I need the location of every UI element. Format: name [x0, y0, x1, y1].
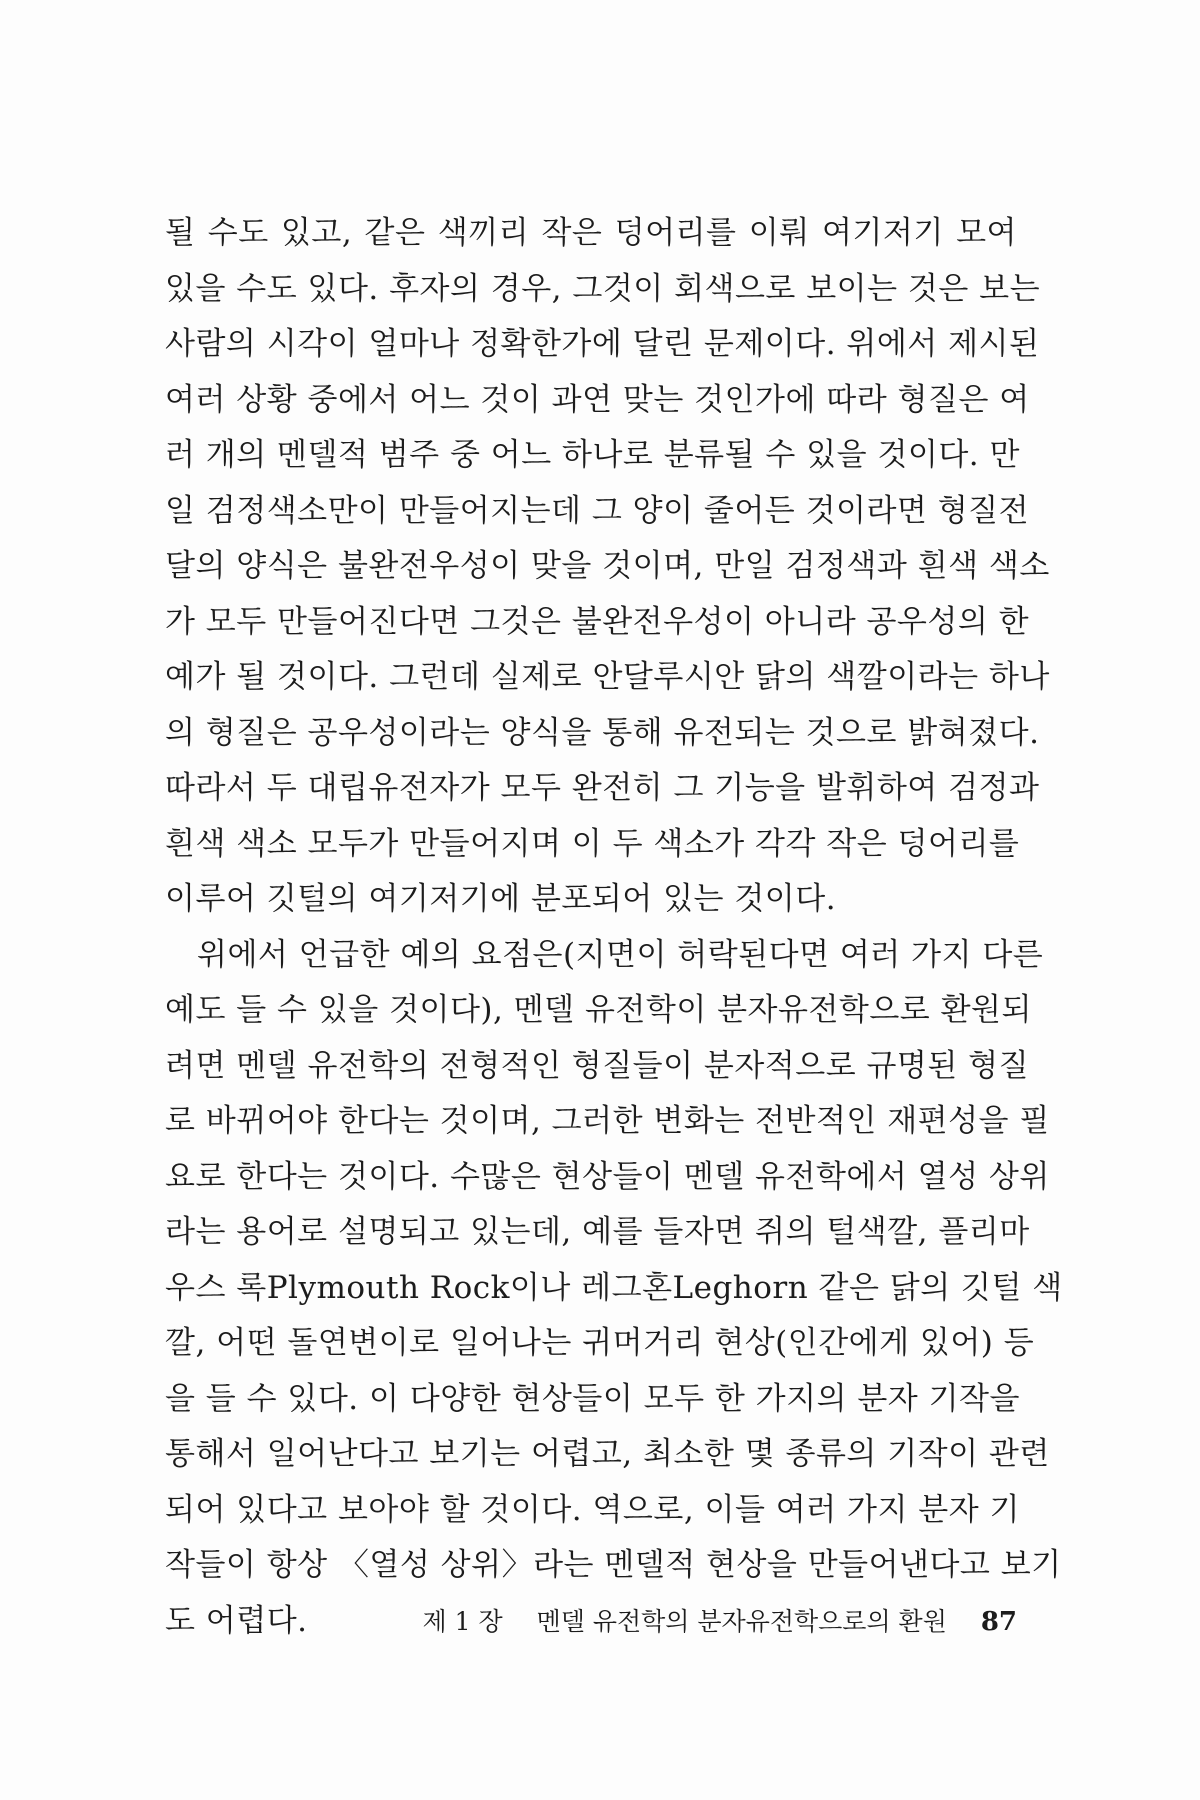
chapter-title: 멘델 유전학의 분자유전학으로의 환원 [536, 1607, 947, 1636]
body-line: 예가 될 것이다. 그런데 실제로 안달루시안 닭의 색깔이라는 하나 [165, 659, 1050, 695]
body-line: 사람의 시각이 얼마나 정확한가에 달린 문제이다. 위에서 제시된 [165, 326, 1040, 362]
body-line: 달의 양식은 불완전우성이 맞을 것이며, 만일 검정색과 흰색 색소 [165, 548, 1050, 584]
body-line: 의 형질은 공우성이라는 양식을 통해 유전되는 것으로 밝혀졌다. [165, 714, 1040, 751]
body-line: 여러 상황 중에서 어느 것이 과연 맞는 것인가에 따라 형질은 여 [165, 381, 1030, 418]
body-line: 요로 한다는 것이다. 수많은 현상들이 멘델 유전학에서 열성 상위 [165, 1158, 1050, 1195]
body-line: 예도 들 수 있을 것이다), 멘델 유전학이 분자유전학으로 환원되 [165, 992, 1032, 1028]
body-line: 을 들 수 있다. 이 다양한 현상들이 모두 한 가지의 분자 기작을 [165, 1380, 1020, 1417]
body-line: 깔, 어떤 돌연변이로 일어나는 귀머거리 현상(인간에게 있어) 등 [165, 1325, 1035, 1361]
body-line: 일 검정색소만이 만들어지는데 그 양이 줄어든 것이라면 형질전 [165, 492, 1030, 529]
body-line: 될 수도 있고, 같은 색끼리 작은 덩어리를 이뤄 여기저기 모여 [165, 215, 1017, 251]
paragraph-end-line: 이루어 깃털의 여기저기에 분포되어 있는 것이다. [165, 881, 837, 917]
paragraph-start-line: 위에서 언급한 예의 요점은(지면이 허락된다면 여러 가지 다른 [197, 936, 1044, 973]
body-line: 흰색 색소 모두가 만들어지며 이 두 색소가 각각 작은 덩어리를 [165, 825, 1020, 862]
chapter-label: 제 1 장 [422, 1607, 503, 1636]
page-number: 87 [980, 1607, 1017, 1637]
body-line: 러 개의 멘델적 범주 중 어느 하나로 분류될 수 있을 것이다. 만 [165, 437, 1020, 473]
running-footer [300, 1602, 1017, 1642]
body-line: 라는 용어로 설명되고 있는데, 예를 들자면 쥐의 털색깔, 플리마 [165, 1214, 1030, 1250]
body-line: 작들이 항상 〈열성 상위〉라는 멘델적 현상을 만들어낸다고 보기 [165, 1547, 1062, 1583]
body-line: 있을 수도 있다. 후자의 경우, 그것이 회색으로 보이는 것은 보는 [165, 270, 1041, 307]
body-line: 려면 멘델 유전학의 전형적인 형질들이 분자적으로 규명된 형질 [165, 1047, 1030, 1084]
body-line: 되어 있다고 보아야 할 것이다. 역으로, 이들 여러 가지 분자 기 [165, 1491, 1020, 1528]
body-text [165, 206, 1063, 1649]
paragraph-end-line: 도 어렵다. [165, 1602, 308, 1639]
body-line: 따라서 두 대립유전자가 모두 완전히 그 기능을 발휘하여 검정과 [165, 770, 1040, 806]
body-line: 우스 록Plymouth Rock이나 레그혼Leghorn 같은 닭의 깃털 색 [165, 1269, 1063, 1306]
body-line: 통해서 일어난다고 보기는 어렵고, 최소한 몇 종류의 기작이 관련 [165, 1436, 1050, 1472]
body-line: 가 모두 만들어진다면 그것은 불완전우성이 아니라 공우성의 한 [165, 603, 1030, 640]
body-line: 로 바뀌어야 한다는 것이며, 그러한 변화는 전반적인 재편성을 필 [165, 1103, 1050, 1139]
